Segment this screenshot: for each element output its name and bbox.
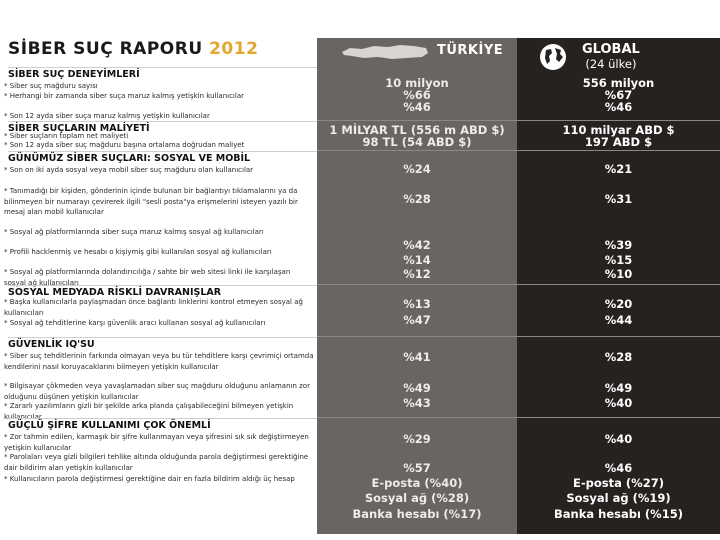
social-mobile-turkey-5: %12 (403, 267, 431, 281)
globe-icon (538, 42, 568, 72)
experiences-turkey-1: 10 milyon (385, 76, 449, 90)
passwords-item-2: * Parolaları veya gizli bilgileri tehlike altında olduğunda parola değiştirmesi gerektiğine dair bildirim alan yetişkin kullanıcılar (4, 453, 309, 472)
section-heading-passwords: GÜÇLÜ ŞİFRE KULLANIMI ÇOK ÖNEMLİ (8, 418, 317, 431)
global-subtitle: (24 ülke) (585, 57, 637, 71)
section-heading-security: GÜVENLİK IQ'SU (8, 337, 317, 350)
experiences-global-1: 556 milyon (582, 76, 655, 90)
risky-item-1: * Başka kullanıcılarla paylaşmadan önce bağlantı linklerini kontrol etmeyen sosyal ağ kullanıcıları (4, 298, 303, 317)
social-mobile-item-5: * Sosyal ağ platformlarında dolandırıcılığa / sahte bir web sitesi linki ile karşılaşan sosyal ağ kullanıcıları (4, 268, 291, 287)
title-year: 2012 (209, 39, 259, 59)
passwords-turkey-2: %57 (403, 461, 431, 475)
security-global-1: %28 (604, 350, 633, 364)
experiences-global-3: %46 (604, 100, 633, 114)
section-heading-social-mobile: GÜNÜMÜZ SİBER SUÇLARI: SOSYAL VE MOBİL (8, 151, 317, 164)
title-main: SİBER SUÇ RAPORU (8, 39, 203, 59)
section-heading-risky-behaviour: SOSYAL MEDYADA RİSKLİ DAVRANIŞLAR (8, 285, 317, 298)
security-item-2: * Bilgisayar çökmeden veya yavaşlamadan siber suç mağduru olduğunu anlamanın zor olduğunu düşünen yetişkin kullanıcılar (4, 382, 310, 401)
page-title (8, 39, 258, 59)
security-item-1: * Siber suç tehditlerinin farkında olmayan veya bu tür tehditlere karşı çevrimiçi ortamda kendilerini nasıl koruyacaklarını bilmeyen yetişkin kullanıcılar (4, 352, 314, 371)
passwords-turkey-3: E-posta (%40) (371, 476, 463, 490)
social-mobile-turkey-4: %14 (403, 253, 431, 267)
security-global-2: %49 (604, 381, 633, 395)
social-mobile-item-3: * Sosyal ağ platformlarında siber suça maruz kalmış sosyal ağ kullanıcıları (4, 228, 264, 236)
security-turkey-1: %41 (403, 350, 431, 364)
passwords-turkey-5: Banka hesabı (%17) (352, 507, 482, 521)
social-mobile-global-5: %10 (604, 267, 633, 281)
risky-global-2: %44 (604, 313, 633, 327)
costs-global-1: 110 milyar ABD $ (562, 123, 675, 137)
passwords-global-3: E-posta (%27) (573, 476, 664, 490)
passwords-item-3: * Kullanıcıların parola değiştirmesi gerektiğine dair en fazla bildirim aldığı üç hesap (4, 475, 295, 483)
global-column-header (582, 42, 640, 72)
experiences-turkey-2: %66 (403, 88, 431, 102)
social-mobile-global-3: %39 (604, 238, 633, 252)
passwords-global-5: Banka hesabı (%15) (554, 507, 683, 521)
passwords-global-1: %40 (604, 432, 633, 446)
costs-item-2: * Son 12 ayda siber suç mağduru başına ortalama doğrudan maliyet (4, 141, 245, 149)
social-mobile-global-2: %31 (604, 192, 633, 206)
experiences-turkey-3: %46 (403, 100, 431, 114)
risky-global-1: %20 (604, 297, 633, 311)
turkey-map-icon (340, 42, 430, 62)
security-item-3: * Zararlı yazılımların gizli bir şekilde arka planda çalışabileceğini bilmeyen yetişkin kullanıcılar (4, 402, 294, 421)
passwords-item-1: * Zor tahmin edilen, karmaşık bir şifre kullanmayan veya şifresini sık sık değiştirmeyen yetişkin kullanıcılar (4, 433, 309, 452)
security-global-3: %40 (604, 396, 633, 410)
social-mobile-item-4: * Profili hacklenmiş ve hesabı o kişiymiş gibi kullanılan sosyal ağ kullanıcıları (4, 248, 272, 256)
passwords-global-2: %46 (604, 461, 633, 475)
social-mobile-turkey-3: %42 (403, 238, 431, 252)
divider (317, 336, 720, 337)
risky-turkey-1: %13 (403, 297, 431, 311)
costs-item-1: * Siber suçların toplam net maliyeti (4, 132, 129, 140)
turkey-column-header: TÜRKİYE (437, 43, 504, 58)
experiences-item-2: * Herhangi bir zamanda siber suça maruz kalmış yetişkin kullanıcılar (4, 92, 244, 100)
divider (317, 417, 720, 418)
costs-turkey-1: 1 MİLYAR TL (556 m ABD $) (329, 123, 505, 137)
social-mobile-turkey-1: %24 (403, 162, 431, 176)
passwords-turkey-4: Sosyal ağ (%28) (364, 491, 470, 505)
costs-global-2: 197 ABD $ (584, 135, 653, 149)
social-mobile-item-1: * Son on iki ayda sosyal veya mobil siber suç mağduru olan kullanıcılar (4, 166, 254, 174)
section-heading-costs: SİBER SUÇLARIN MALİYETİ (8, 121, 317, 134)
costs-turkey-2: 98 TL (54 ABD $) (362, 135, 472, 149)
security-turkey-3: %43 (403, 396, 431, 410)
divider (317, 150, 720, 151)
section-heading-experiences: SİBER SUÇ DENEYİMLERİ (8, 67, 317, 80)
security-turkey-2: %49 (403, 381, 431, 395)
passwords-global-4: Sosyal ağ (%19) (566, 491, 671, 505)
social-mobile-turkey-2: %28 (403, 192, 431, 206)
divider (317, 284, 720, 285)
risky-turkey-2: %47 (403, 313, 431, 327)
social-mobile-global-4: %15 (604, 253, 633, 267)
risky-item-2: * Sosyal ağ tehditlerine karşı güvenlik aracı kullanan sosyal ağ kullanıcıları (4, 319, 266, 327)
passwords-turkey-1: %29 (403, 432, 431, 446)
divider (317, 120, 720, 121)
global-title: GLOBAL (582, 42, 640, 57)
experiences-global-2: %67 (604, 88, 633, 102)
experiences-item-3: * Son 12 ayda siber suça maruz kalmış yetişkin kullanıcılar (4, 112, 210, 120)
social-mobile-item-2: * Tanımadığı bir kişiden, gönderinin içinde bulunan bir bağlantıyı tıklamalarını ya da bilinmeyen bir numarayı çevirerek ilgili "sesli posta"ya erişmelerini isteyen yazılı bir mesaj alan mobil kullanıcılar (4, 187, 298, 216)
experiences-item-1: * Siber suç mağduru sayısı (4, 82, 98, 90)
social-mobile-global-1: %21 (604, 162, 633, 176)
